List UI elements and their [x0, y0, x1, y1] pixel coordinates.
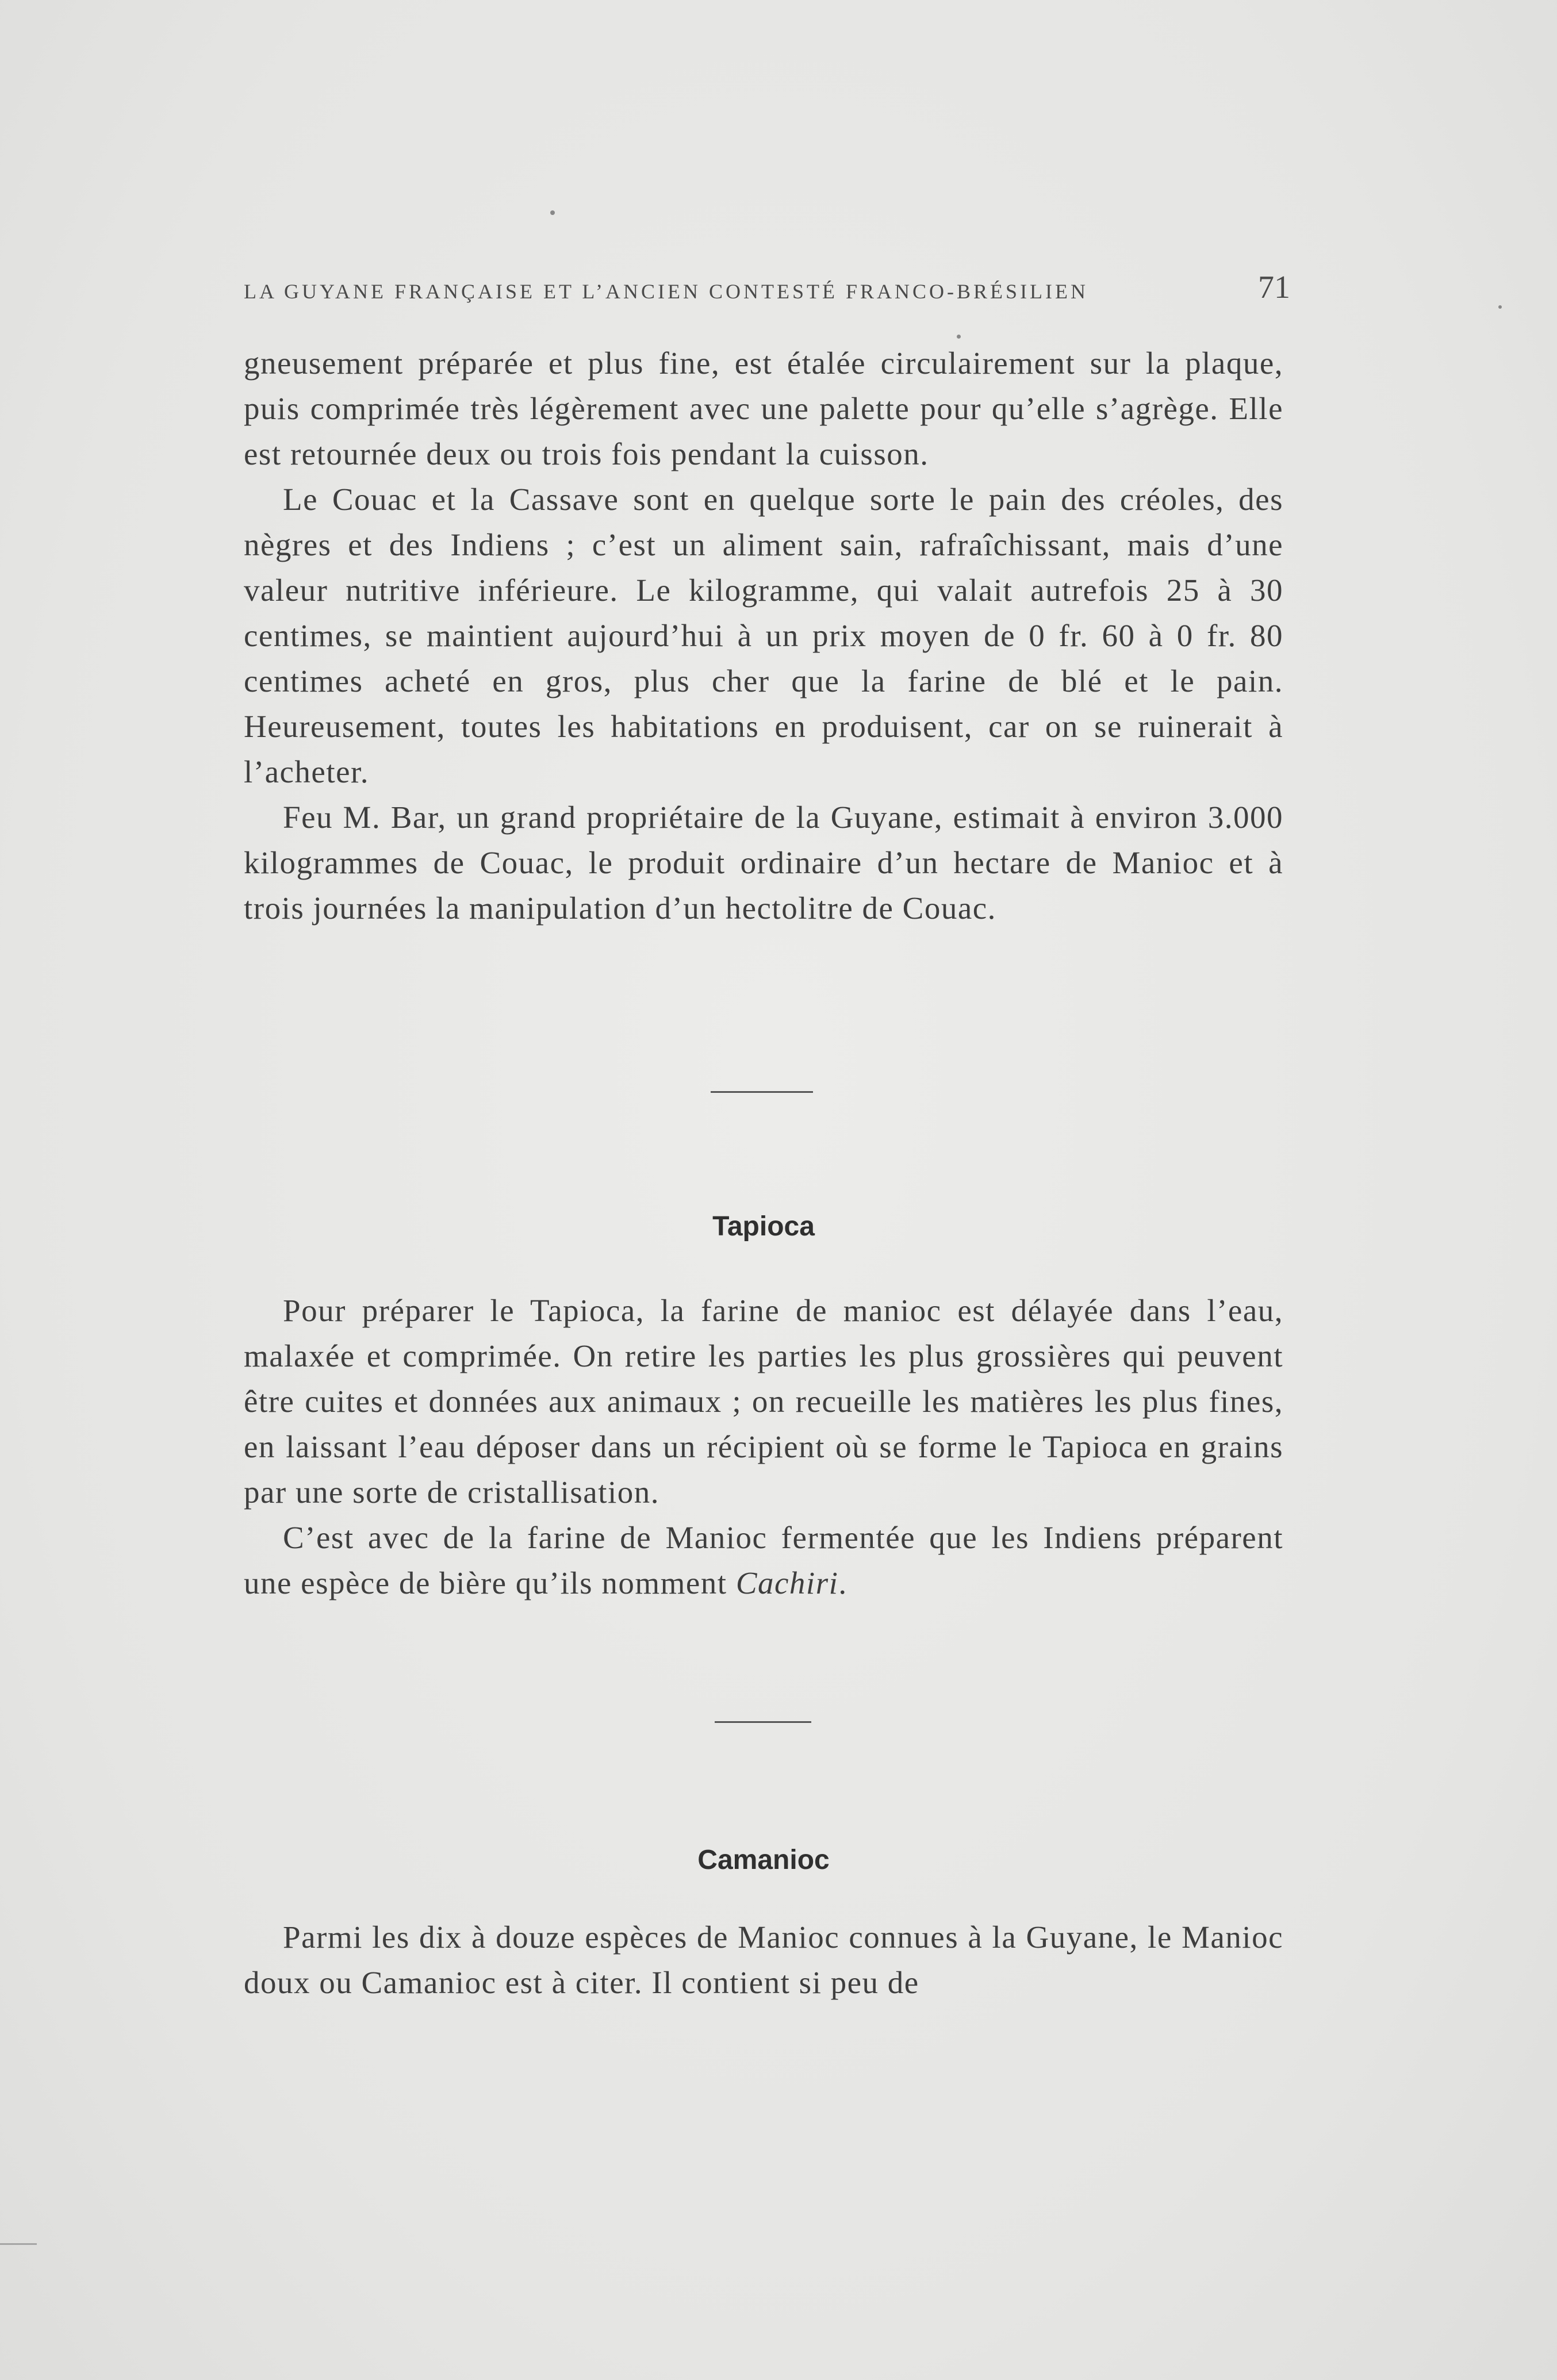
paper-speck	[957, 335, 961, 339]
section-divider	[711, 1091, 813, 1093]
paragraph: gneusement préparée et plus fine, est étalée circulairement sur la plaque, puis comprimée très légèrement avec une palette pour qu’elle s’agrège. Elle est retournée deux ou trois fois pendant la cuisson.	[244, 346, 1283, 471]
running-title: LA GUYANE FRANÇAISE ET L’ANCIEN CONTESTÉ FRANCO-BRÉSILIEN	[244, 280, 1089, 303]
section-divider	[715, 1721, 811, 1723]
section-heading-tapioca: Tapioca	[712, 1211, 815, 1242]
paragraph: Le Couac et la Cassave sont en quelque sorte le pain des créoles, des nègres et des Indiens ; c’est un aliment sain, rafraîchissant, mais d’une valeur nutritive inférieure. Le kilogramme, qui valait autrefois 25 à 30 centimes, se maintient aujourd’hui à un prix moyen de 0 fr. 60 à 0 fr. 80 centimes acheté en gros, plus cher que la farine de blé et le pain. Heureusement, toutes les habitations en produisent, car on se ruinerait à l’acheter.	[244, 482, 1283, 789]
paper-speck	[1498, 305, 1502, 309]
section-heading-camanioc: Camanioc	[697, 1845, 830, 1875]
paragraph: Feu M. Bar, un grand propriétaire de la Guyane, estimait à environ 3.000 kilogrammes de Couac, le produit ordinaire d’un hectare de Manioc et à trois journées la manipulation d’un hectolitre de Couac.	[244, 800, 1283, 926]
paragraph	[244, 1515, 1283, 1606]
paragraph-end: .	[838, 1565, 847, 1600]
page-header	[244, 269, 1290, 315]
paragraph-text: C’est avec de la farine de Manioc fermentée que les Indiens préparent une espèce de bière qu’ils nomment	[244, 1520, 1283, 1600]
paragraph: Pour préparer le Tapioca, la farine de manioc est délayée dans l’eau, malaxée et comprimée. On retire les parties les plus grossières qui peuvent être cuites et données aux animaux ; on recueille les matières les plus fines, en laissant l’eau déposer dans un récipient où se forme le Tapioca en grains par une sorte de cristallisation.	[244, 1293, 1283, 1510]
text-block-camanioc	[244, 1914, 1283, 2005]
text-block-couac	[244, 340, 1283, 931]
page-number: 71	[1258, 270, 1290, 305]
italic-term: Cachiri	[735, 1565, 839, 1600]
paper-speck	[550, 210, 555, 215]
paper-mark	[0, 2243, 37, 2245]
paragraph: Parmi les dix à douze espèces de Manioc connues à la Guyane, le Manioc doux ou Camanioc est à citer. Il contient si peu de	[244, 1920, 1283, 2000]
text-block-tapioca	[244, 1288, 1283, 1606]
